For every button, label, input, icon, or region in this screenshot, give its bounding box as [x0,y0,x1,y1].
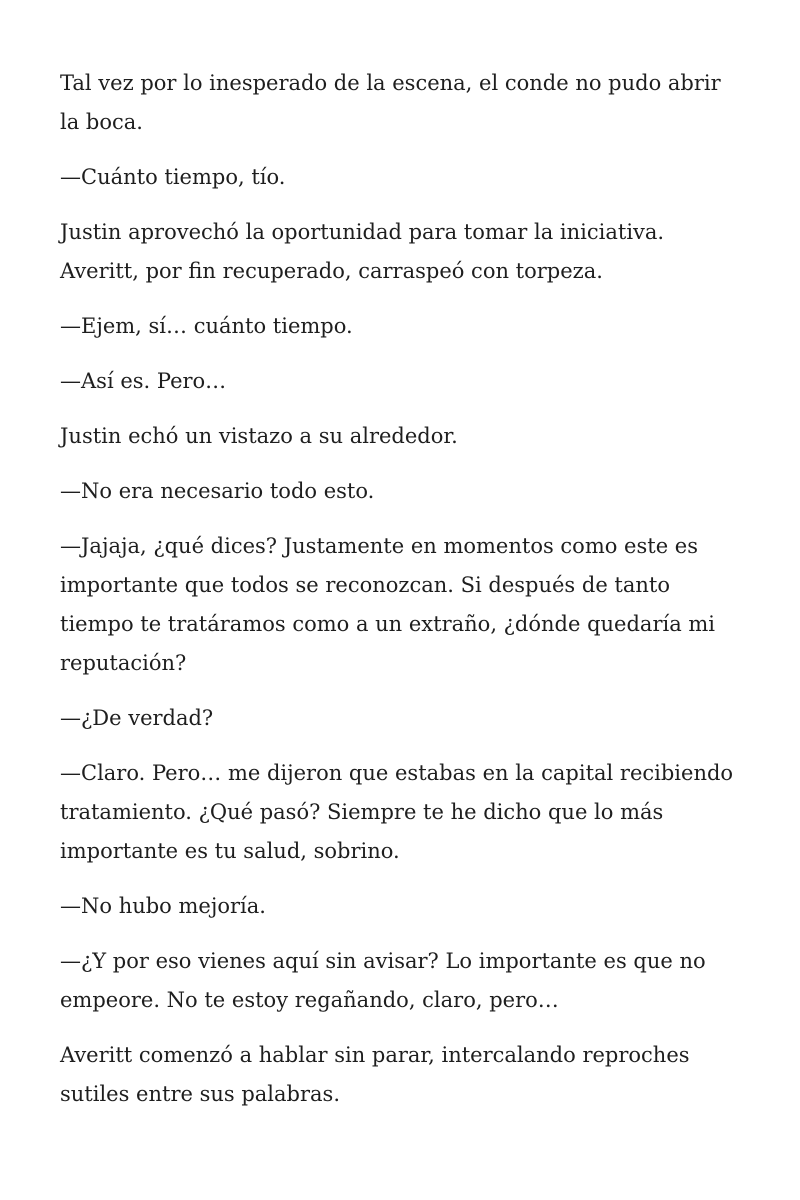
paragraph-8: —Jajaja, ¿qué dices? Justamente en momentos como este es importante que todos se reconozcan. Si después de tanto tiempo te tratáramos como a un extraño, ¿dónde quedaría mi reputación? [60,534,716,675]
paragraph-11: —No hubo mejoría. [60,894,266,918]
paragraph-12: —¿Y por eso vienes aquí sin avisar? Lo importante es que no empeore. No te estoy regañando, claro, pero… [60,949,706,1012]
paragraph-7: —No era necesario todo esto. [60,479,375,503]
paragraph-6: Justin echó un vistazo a su alrededor. [60,424,458,448]
paragraph-10: —Claro. Pero… me dijeron que estabas en la capital recibiendo tratamiento. ¿Qué pasó? Siempre te he dicho que lo más importante es tu salud, sobrino. [60,761,734,863]
paragraph-2: —Cuánto tiempo, tío. [60,165,286,189]
paragraph-3: Justin aprovechó la oportunidad para tomar la iniciativa. Averitt, por fin recuperado, carraspeó con torpeza. [60,220,665,283]
paragraph-1: Tal vez por lo inesperado de la escena, el conde no pudo abrir la boca. [60,71,721,134]
paragraph-5: —Así es. Pero… [60,369,227,393]
paragraph-4: —Ejem, sí… cuánto tiempo. [60,314,353,338]
paragraph-13: Averitt comenzó a hablar sin parar, intercalando reproches sutiles entre sus palabras. [60,1043,690,1106]
paragraph-9: —¿De verdad? [60,706,214,730]
text-column [60,64,744,1114]
